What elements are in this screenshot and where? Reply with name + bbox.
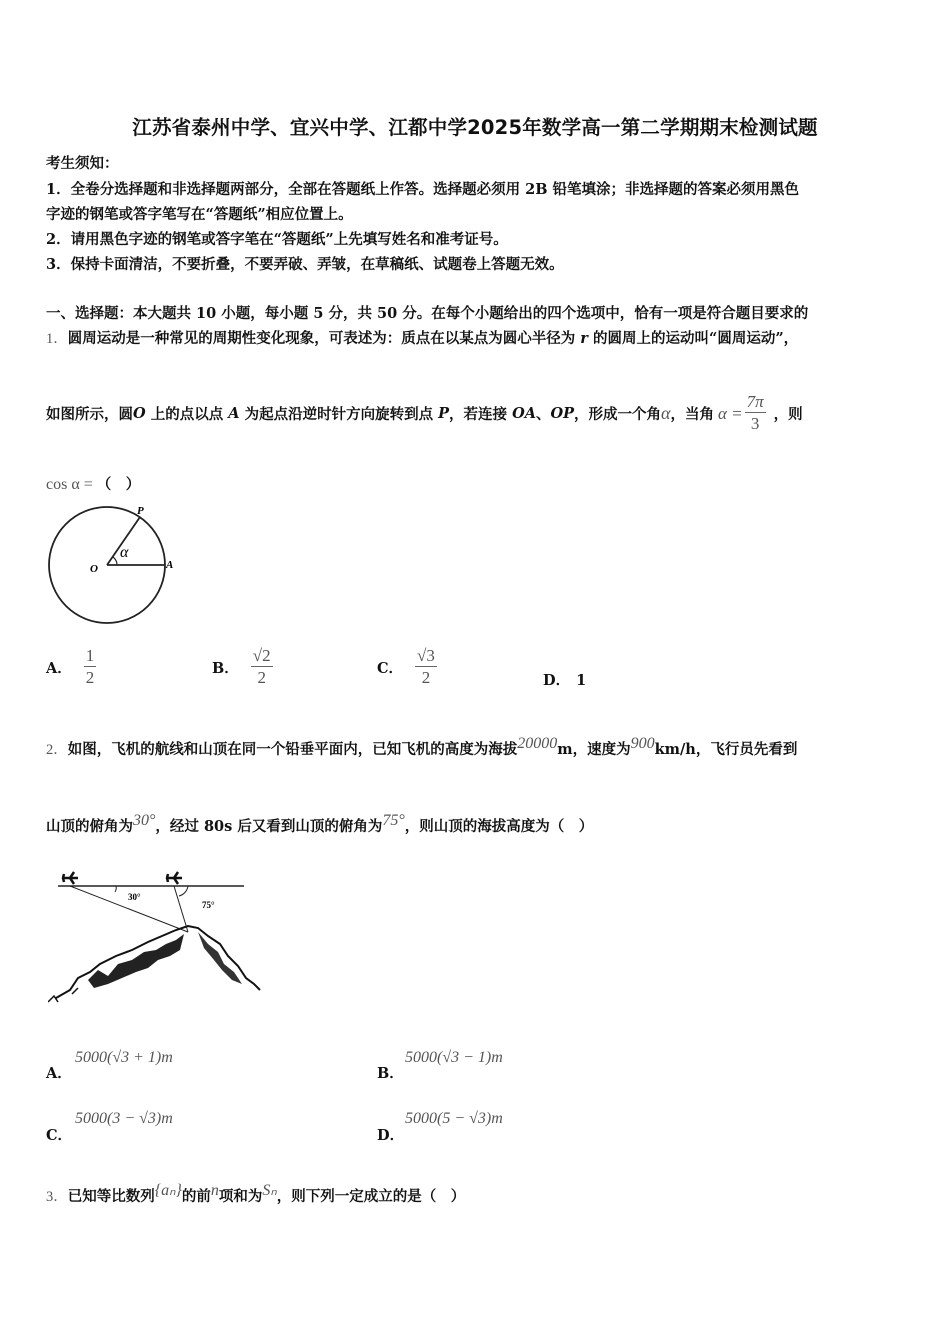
q1-option-a-frac (84, 646, 97, 689)
q1-option-d-label: D． (543, 672, 571, 689)
q3-var-n: n (210, 1182, 219, 1199)
q1-text-e: 为起点沿逆时针方向旋转到点 (239, 406, 439, 423)
q2-option-a-expr: 5000(√3 + 1)m (75, 1049, 173, 1066)
q2-option-c[interactable] (46, 1124, 72, 1145)
q1-frac-num: 7π (746, 392, 764, 411)
q2-option-b[interactable] (377, 1062, 404, 1083)
q2-option-a[interactable] (46, 1062, 72, 1083)
q2-text-c: ，飞行员先看到 (695, 741, 798, 758)
q2-sight-line-2 (174, 886, 188, 932)
q1-fig-label-o: O (90, 563, 98, 575)
notice-heading: 考生须知： (46, 155, 119, 172)
q1-alpha-eq: α = (717, 403, 743, 423)
q2-unit-m: m (557, 741, 573, 758)
q1-var-p: P (438, 405, 450, 422)
q1-option-b-label: B． (212, 660, 239, 677)
section-heading: 一、选择题：本大题共 10 小题，每小题 5 分，共 50 分。在每个小题给出的四个选项中，恰有一项是符合题目要求的 (46, 305, 809, 322)
q1-option-a[interactable] (46, 646, 96, 689)
q2-mountain-shade-right (198, 932, 242, 984)
q2-text-f: 后又看到山顶的俯角为 (232, 818, 383, 835)
q2-option-b-expr: 5000(√3 − 1)m (405, 1049, 503, 1066)
q3-text-c: 项和为 (218, 1188, 263, 1205)
q1-fig-label-p: P (137, 505, 144, 517)
q2-altitude: 20000 (517, 735, 558, 752)
q1-cos: cos α = (46, 476, 93, 493)
q1-option-a-den: 2 (85, 668, 95, 687)
q1-var-r: r (580, 330, 588, 347)
q3-text-a: 已知等比数列 (67, 1188, 155, 1205)
q1-var-oa: OA (512, 405, 536, 422)
q1-line-2 (46, 392, 803, 435)
notice-line-1b: 字迹的钢笔或答字笔写在“答题纸”相应位置上。 (46, 206, 353, 223)
q1-option-c-label: C． (377, 660, 404, 677)
q1-frac-den: 3 (750, 414, 760, 433)
q1-alpha: α (661, 403, 671, 423)
q1-option-a-num: 1 (85, 646, 95, 665)
q2-mountain-shade (88, 934, 184, 988)
q1-option-c[interactable] (377, 646, 437, 689)
q1-text-h: ，当角 (670, 406, 714, 423)
q1-circle-figure (40, 500, 190, 630)
q1-text-b: 的圆周上的运动叫“圆周运动”， (587, 330, 799, 347)
q1-var-o: O (133, 405, 146, 422)
q1-line-1 (46, 327, 798, 348)
q3-line-1 (46, 1182, 466, 1206)
q2-text-g: ，则山顶的海拔高度为（ ） (404, 818, 594, 835)
q1-text-a: 圆周运动是一种常见的周期性变化现象，可表述为：质点在以某点为圆心半径为 (67, 330, 581, 347)
q2-option-a-label: A． (46, 1065, 72, 1082)
q1-option-c-den: 2 (421, 668, 431, 687)
q2-text-e: ，经过 (155, 818, 204, 835)
q2-unit-kmh: km/h (654, 741, 696, 758)
q1-text-f: ，若连接 (449, 406, 513, 423)
airplane-2-icon (166, 872, 182, 884)
q1-var-op: OP (550, 405, 575, 422)
q3-sequence: {aₙ} (154, 1182, 182, 1199)
q1-option-c-frac (415, 646, 437, 689)
notice-line-2: 2．请用黑色字迹的钢笔或答字笔在“答题纸”上先填写姓名和准考证号。 (46, 231, 508, 248)
q2-time: 80s (203, 818, 233, 835)
q3-number: 3． (46, 1189, 68, 1205)
q2-option-d-label: D． (377, 1127, 405, 1144)
q2-option-b-label: B． (377, 1065, 404, 1082)
q3-text-b: 的前 (181, 1188, 211, 1205)
q1-option-a-label: A． (46, 660, 72, 677)
q2-mountain-outline (56, 926, 260, 998)
q1-option-b-den: 2 (257, 668, 266, 687)
q1-option-b-num: √2 (252, 646, 271, 665)
q1-paren: （ ） (96, 476, 141, 493)
q2-text-a: 如图，飞机的航线和山顶在同一个铅垂平面内，已知飞机的高度为海拔 (67, 741, 518, 758)
q1-text-d: 上的点以点 (145, 406, 229, 423)
q2-angle-arc-30 (115, 886, 116, 892)
q3-text-d: ，则下列一定成立的是（ ） (276, 1188, 466, 1205)
q2-option-d[interactable] (377, 1124, 404, 1145)
q2-line-2 (46, 812, 594, 836)
q1-number: 1． (46, 331, 68, 347)
q2-text-b: ，速度为 (572, 741, 631, 758)
q1-text-c: 如图所示，圆 (46, 406, 133, 423)
q2-text-d: 山顶的俯角为 (46, 818, 133, 835)
q2-angle-arc-75 (179, 886, 188, 896)
q2-fig-label-75: 75° (202, 900, 215, 910)
q2-fig-label-30: 30° (128, 892, 141, 902)
q2-option-c-label: C． (46, 1127, 73, 1144)
q2-speed: 900 (630, 735, 655, 752)
notice-line-3: 3．保持卡面清洁，不要折叠，不要弄破、弄皱，在草稿纸、试题卷上答题无效。 (46, 256, 564, 273)
q2-number: 2． (46, 742, 68, 758)
q1-text-g: ，形成一个角 (574, 406, 662, 423)
notice-line-1a: 1．全卷分选择题和非选择题两部分，全部在答题纸上作答。选择题必须用 2B 铅笔填涂；非选择题的答案必须用黑色 (46, 181, 800, 198)
q1-line-3 (46, 473, 140, 494)
q1-text-i: ，则 (773, 406, 803, 423)
q2-option-d-expr: 5000(5 − √3)m (405, 1110, 503, 1127)
q1-fig-label-alpha: α (120, 544, 129, 561)
q3-var-s: Sₙ (262, 1182, 277, 1199)
q2-angle-1: 30° (133, 812, 156, 829)
q1-sep: 、 (535, 406, 551, 423)
q1-option-b[interactable] (212, 646, 273, 689)
q1-option-b-frac (251, 646, 273, 689)
airplane-1-icon (62, 872, 78, 884)
q2-line-1 (46, 735, 798, 759)
q2-angle-2: 75° (382, 812, 405, 829)
q1-option-d-value: 1 (576, 672, 587, 689)
q1-option-c-num: √3 (417, 646, 435, 665)
page-title: 江苏省泰州中学、宜兴中学、江都中学2025年数学高一第二学期期末检测试题 (132, 116, 818, 139)
q1-option-d[interactable] (543, 669, 586, 690)
q2-mountain-figure (48, 860, 268, 1010)
q2-option-c-expr: 5000(3 − √3)m (75, 1110, 173, 1127)
q1-fraction (745, 392, 766, 435)
q1-fig-label-a: A (166, 559, 174, 571)
q1-var-a: A (228, 405, 240, 422)
q1-angle-arc (113, 557, 117, 565)
